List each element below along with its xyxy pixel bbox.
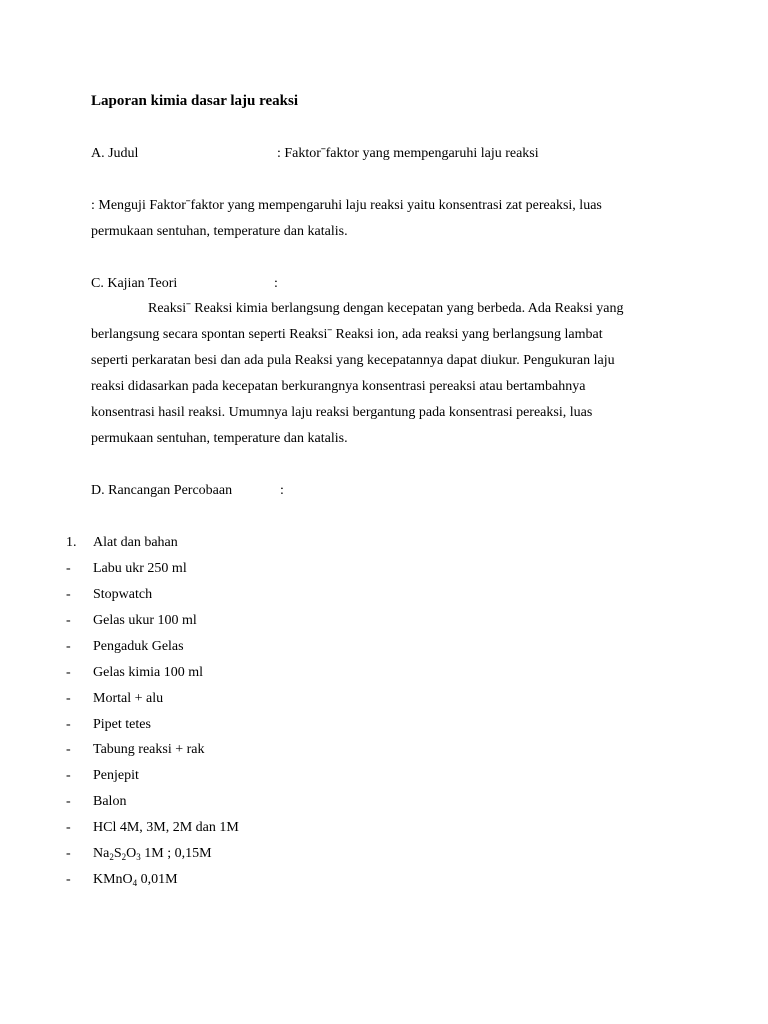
list-bullet: - <box>66 561 71 576</box>
formula-kmno: KMnO <box>93 872 133 887</box>
list-bullet: - <box>66 639 71 654</box>
kajian-teori-line-5: konsentrasi hasil reaksi. Umumnya laju reaksi bergantung pada konsentrasi pereaksi, luas <box>91 405 593 420</box>
list-item: Pipet tetes <box>93 717 151 732</box>
list-item: Balon <box>93 794 127 809</box>
kajian-teori-line-3: seperti perkaratan besi dan ada pula Reaksi yang kecepatannya dapat diukur. Pengukuran laju <box>91 353 615 368</box>
list-item: Gelas ukur 100 ml <box>93 613 197 628</box>
kajian-teori-line-6: permukaan sentuhan, temperature dan katalis. <box>91 431 348 446</box>
formula-k-concentration: 0,01M <box>137 872 178 887</box>
list-bullet: - <box>66 665 71 680</box>
list-bullet: - <box>66 768 71 783</box>
list-bullet: - <box>66 742 71 757</box>
alat-bahan-label: Alat dan bahan <box>93 535 178 550</box>
formula-na-subscript: 2 <box>109 852 114 862</box>
list-item: HCl 4M, 3M, 2M dan 1M <box>93 820 239 835</box>
formula-na: Na <box>93 846 110 861</box>
list-bullet: - <box>66 717 71 732</box>
list-item: Tabung reaksi + rak <box>93 742 205 757</box>
judul-value: : Faktorˉfaktor yang mempengaruhi laju reaksi <box>277 146 539 161</box>
kajian-teori-colon: : <box>274 276 278 291</box>
kajian-teori-line-2: berlangsung secara spontan seperti Reaksiˉ Reaksi ion, ada reaksi yang berlangsung lambat <box>91 327 603 342</box>
formula-s: S <box>113 846 122 861</box>
list-item: Penjepit <box>93 768 139 783</box>
rancangan-label: D. Rancangan Percobaan <box>91 483 233 498</box>
judul-label: A. Judul <box>91 146 139 161</box>
list-item: Gelas kimia 100 ml <box>93 665 204 680</box>
list-bullet: - <box>66 872 71 887</box>
list-item: Pengaduk Gelas <box>93 639 184 654</box>
list-item-sodium-thiosulfate <box>93 845 212 863</box>
rancangan-colon: : <box>280 483 284 498</box>
list-bullet: - <box>66 794 71 809</box>
kajian-teori-line-4: reaksi didasarkan pada kecepatan berkurangnya konsentrasi pereaksi atau bertambahnya <box>91 379 586 394</box>
alat-bahan-number: 1. <box>66 535 77 550</box>
list-item: Mortal + alu <box>93 691 164 706</box>
tujuan-line-1: : Menguji Faktorˉfaktor yang mempengaruhi laju reaksi yaitu konsentrasi zat pereaksi, luas <box>91 198 602 213</box>
list-bullet: - <box>66 587 71 602</box>
formula-kmno-subscript: 4 <box>132 878 138 888</box>
list-bullet: - <box>66 846 71 861</box>
list-bullet: - <box>66 691 71 706</box>
kajian-teori-line-1: Reaksiˉ Reaksi kimia berlangsung dengan kecepatan yang berbeda. Ada Reaksi yang <box>148 301 624 316</box>
list-item-permanganate <box>93 871 178 889</box>
formula-na-concentration: 1M ; 0,15M <box>140 846 212 861</box>
list-bullet: - <box>66 820 71 835</box>
formula-s-subscript: 2 <box>121 852 127 862</box>
list-item: Labu ukr 250 ml <box>93 561 187 576</box>
tujuan-line-2: permukaan sentuhan, temperature dan katalis. <box>91 224 348 239</box>
document-title: Laporan kimia dasar laju reaksi <box>91 93 298 109</box>
list-item: Stopwatch <box>93 587 153 602</box>
formula-o-subscript: 3 <box>136 852 141 862</box>
list-bullet: - <box>66 613 71 628</box>
formula-o: O <box>126 846 137 861</box>
kajian-teori-label: C. Kajian Teori <box>91 276 178 291</box>
